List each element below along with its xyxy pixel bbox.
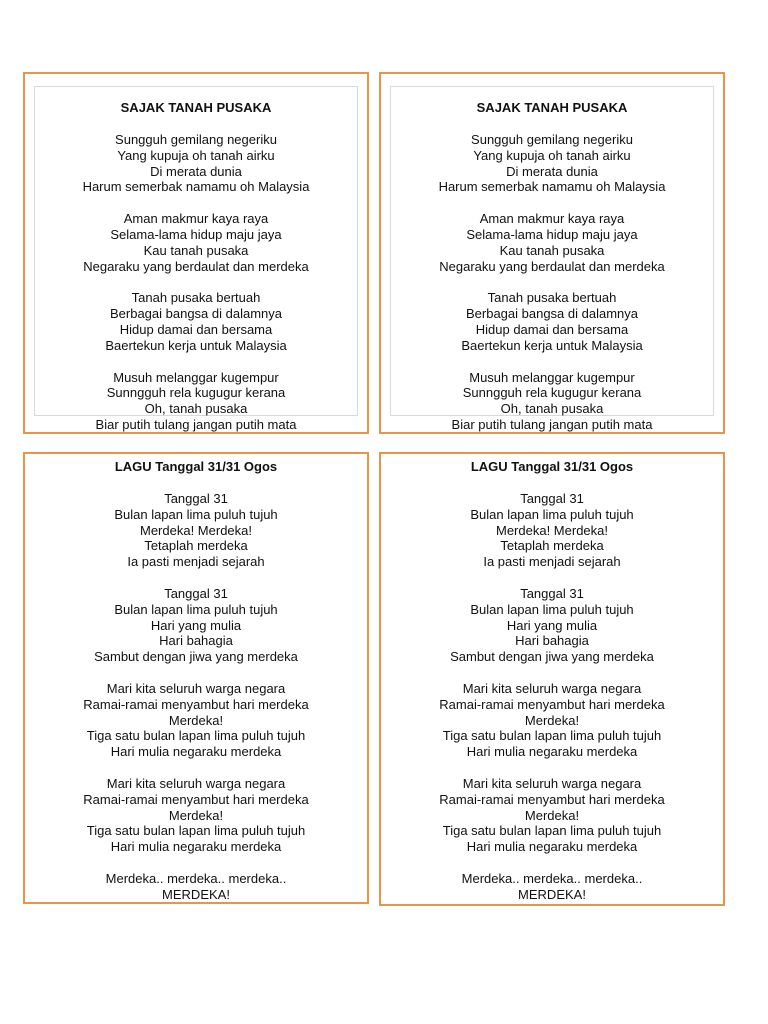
verse-line: Oh, tanah pusaka (500, 401, 604, 417)
verse-line: Sunngguh rela kugugur kerana (106, 385, 286, 401)
stanza (391, 132, 713, 195)
verse-line: Tiga satu bulan lapan lima puluh tujuh (442, 823, 662, 839)
stanza (25, 871, 367, 903)
verse-line: Bulan lapan lima puluh tujuh (114, 601, 278, 617)
verse-line: Merdeka.. merdeka.. merdeka.. (105, 870, 287, 886)
verse-line: MERDEKA! (518, 886, 586, 902)
verse-line: Ia pasti menjadi sejarah (483, 554, 621, 570)
verse-line: Merdeka.. merdeka.. merdeka.. (461, 870, 643, 886)
verse-line: Hari bahagia (515, 633, 589, 649)
verse-line: Selama-lama hidup maju jaya (110, 226, 282, 242)
stanza (35, 370, 357, 433)
verse-line: Sambut dengan jiwa yang merdeka (94, 649, 298, 665)
verse-line: Di merata dunia (150, 163, 242, 179)
verse-line: Hidup damai dan bersama (119, 321, 273, 337)
verse-line: Selama-lama hidup maju jaya (466, 226, 638, 242)
stanza (381, 871, 723, 903)
verse-line: Biar putih tulang jangan putih mata (451, 416, 653, 432)
verse-line: Biar putih tulang jangan putih mata (95, 416, 297, 432)
song-title: LAGU Tanggal 31/31 Ogos (114, 459, 278, 474)
verse-line: Bulan lapan lima puluh tujuh (470, 506, 634, 522)
verse-line: Tetaplah merdeka (144, 538, 248, 554)
verse-line: Bulan lapan lima puluh tujuh (114, 506, 278, 522)
verse-line: Hari mulia negaraku merdeka (110, 839, 282, 855)
verse-line: Baertekun kerja untuk Malaysia (105, 337, 287, 353)
verse-line: Merdeka! Merdeka! (496, 522, 608, 538)
verse-line: Tanggal 31 (164, 491, 228, 506)
song-content (381, 459, 723, 903)
verse-line: Ia pasti menjadi sejarah (127, 554, 265, 570)
verse-line: Merdeka! (168, 712, 224, 728)
verse-line: Kau tanah pusaka (499, 242, 605, 258)
verse-line: Musuh melanggar kugempur (113, 369, 279, 385)
verse-line: Hari yang mulia (150, 617, 242, 633)
poem-card-right (379, 72, 725, 434)
stanza (381, 776, 723, 855)
verse-line: Mari kita seluruh warga negara (462, 775, 642, 791)
stanza (391, 290, 713, 353)
verse-line: Yang kupuja oh tanah airku (117, 147, 275, 163)
verse-line: Sunngguh rela kugugur kerana (462, 385, 642, 401)
verse-line: Tanggal 31 (520, 491, 584, 506)
verse-line: Negaraku yang berdaulat dan merdeka (83, 258, 309, 274)
poem-stanzas (391, 132, 713, 433)
verse-line: Merdeka! (524, 712, 580, 728)
verse-line: Di merata dunia (506, 163, 598, 179)
poem-title: SAJAK TANAH PUSAKA (120, 100, 272, 115)
stanza (381, 586, 723, 665)
song-content (25, 459, 367, 903)
stanza (391, 211, 713, 274)
verse-line: Ramai-ramai menyambut hari merdeka (83, 696, 309, 712)
stanza (25, 776, 367, 855)
verse-line: Negaraku yang berdaulat dan merdeka (439, 258, 665, 274)
song-card-left (23, 452, 369, 904)
verse-line: Baertekun kerja untuk Malaysia (461, 337, 643, 353)
verse-line: Tiga satu bulan lapan lima puluh tujuh (86, 728, 306, 744)
poem-stanzas (35, 132, 357, 433)
poem-content (391, 100, 713, 433)
stanza (35, 211, 357, 274)
verse-line: Aman makmur kaya raya (123, 211, 269, 227)
verse-line: Tiga satu bulan lapan lima puluh tujuh (442, 728, 662, 744)
poem-card-left (23, 72, 369, 434)
verse-line: Ramai-ramai menyambut hari merdeka (439, 791, 665, 807)
verse-line: Aman makmur kaya raya (479, 211, 625, 227)
verse-line: Tanah pusaka bertuah (487, 290, 617, 306)
stanza (381, 491, 723, 570)
song-card-right (379, 452, 725, 906)
verse-line: Musuh melanggar kugempur (469, 369, 635, 385)
verse-line: Tetaplah merdeka (500, 538, 604, 554)
verse-line: Mari kita seluruh warga negara (106, 775, 286, 791)
stanza (35, 290, 357, 353)
verse-line: Berbagai bangsa di dalamnya (465, 306, 638, 322)
verse-line: Hari yang mulia (506, 617, 598, 633)
stanza (25, 681, 367, 760)
verse-line: Hari mulia negaraku merdeka (466, 839, 638, 855)
stanza (25, 491, 367, 570)
verse-line: Sambut dengan jiwa yang merdeka (450, 649, 654, 665)
verse-line: Merdeka! (524, 807, 580, 823)
poem-inner-frame (34, 86, 358, 432)
verse-line: Tiga satu bulan lapan lima puluh tujuh (86, 823, 306, 839)
stanza (391, 370, 713, 433)
verse-line: Harum semerbak namamu oh Malaysia (82, 179, 310, 195)
verse-line: Mari kita seluruh warga negara (462, 680, 642, 696)
stanza (381, 681, 723, 760)
verse-line: Hari mulia negaraku merdeka (466, 744, 638, 760)
stanza (25, 586, 367, 665)
verse-line: MERDEKA! (162, 886, 230, 902)
stanza (35, 132, 357, 195)
song-stanzas (381, 491, 723, 903)
song-title: LAGU Tanggal 31/31 Ogos (470, 459, 634, 474)
verse-line: Tanah pusaka bertuah (131, 290, 261, 306)
verse-line: Bulan lapan lima puluh tujuh (470, 601, 634, 617)
verse-line: Harum semerbak namamu oh Malaysia (438, 179, 666, 195)
verse-line: Ramai-ramai menyambut hari merdeka (83, 791, 309, 807)
song-stanzas (25, 491, 367, 903)
verse-line: Tanggal 31 (520, 585, 584, 601)
verse-line: Tanggal 31 (164, 585, 228, 601)
verse-line: Merdeka! (168, 807, 224, 823)
verse-line: Mari kita seluruh warga negara (106, 680, 286, 696)
poem-inner-frame (390, 86, 714, 432)
verse-line: Sungguh gemilang negeriku (115, 132, 277, 147)
verse-line: Hidup damai dan bersama (475, 321, 629, 337)
poem-content (35, 100, 357, 433)
verse-line: Hari bahagia (159, 633, 233, 649)
poem-title: SAJAK TANAH PUSAKA (476, 100, 628, 115)
verse-line: Kau tanah pusaka (143, 242, 249, 258)
verse-line: Hari mulia negaraku merdeka (110, 744, 282, 760)
verse-line: Berbagai bangsa di dalamnya (109, 306, 282, 322)
verse-line: Oh, tanah pusaka (144, 401, 248, 417)
verse-line: Yang kupuja oh tanah airku (473, 147, 631, 163)
verse-line: Sungguh gemilang negeriku (471, 132, 633, 147)
verse-line: Ramai-ramai menyambut hari merdeka (439, 696, 665, 712)
verse-line: Merdeka! Merdeka! (140, 522, 252, 538)
